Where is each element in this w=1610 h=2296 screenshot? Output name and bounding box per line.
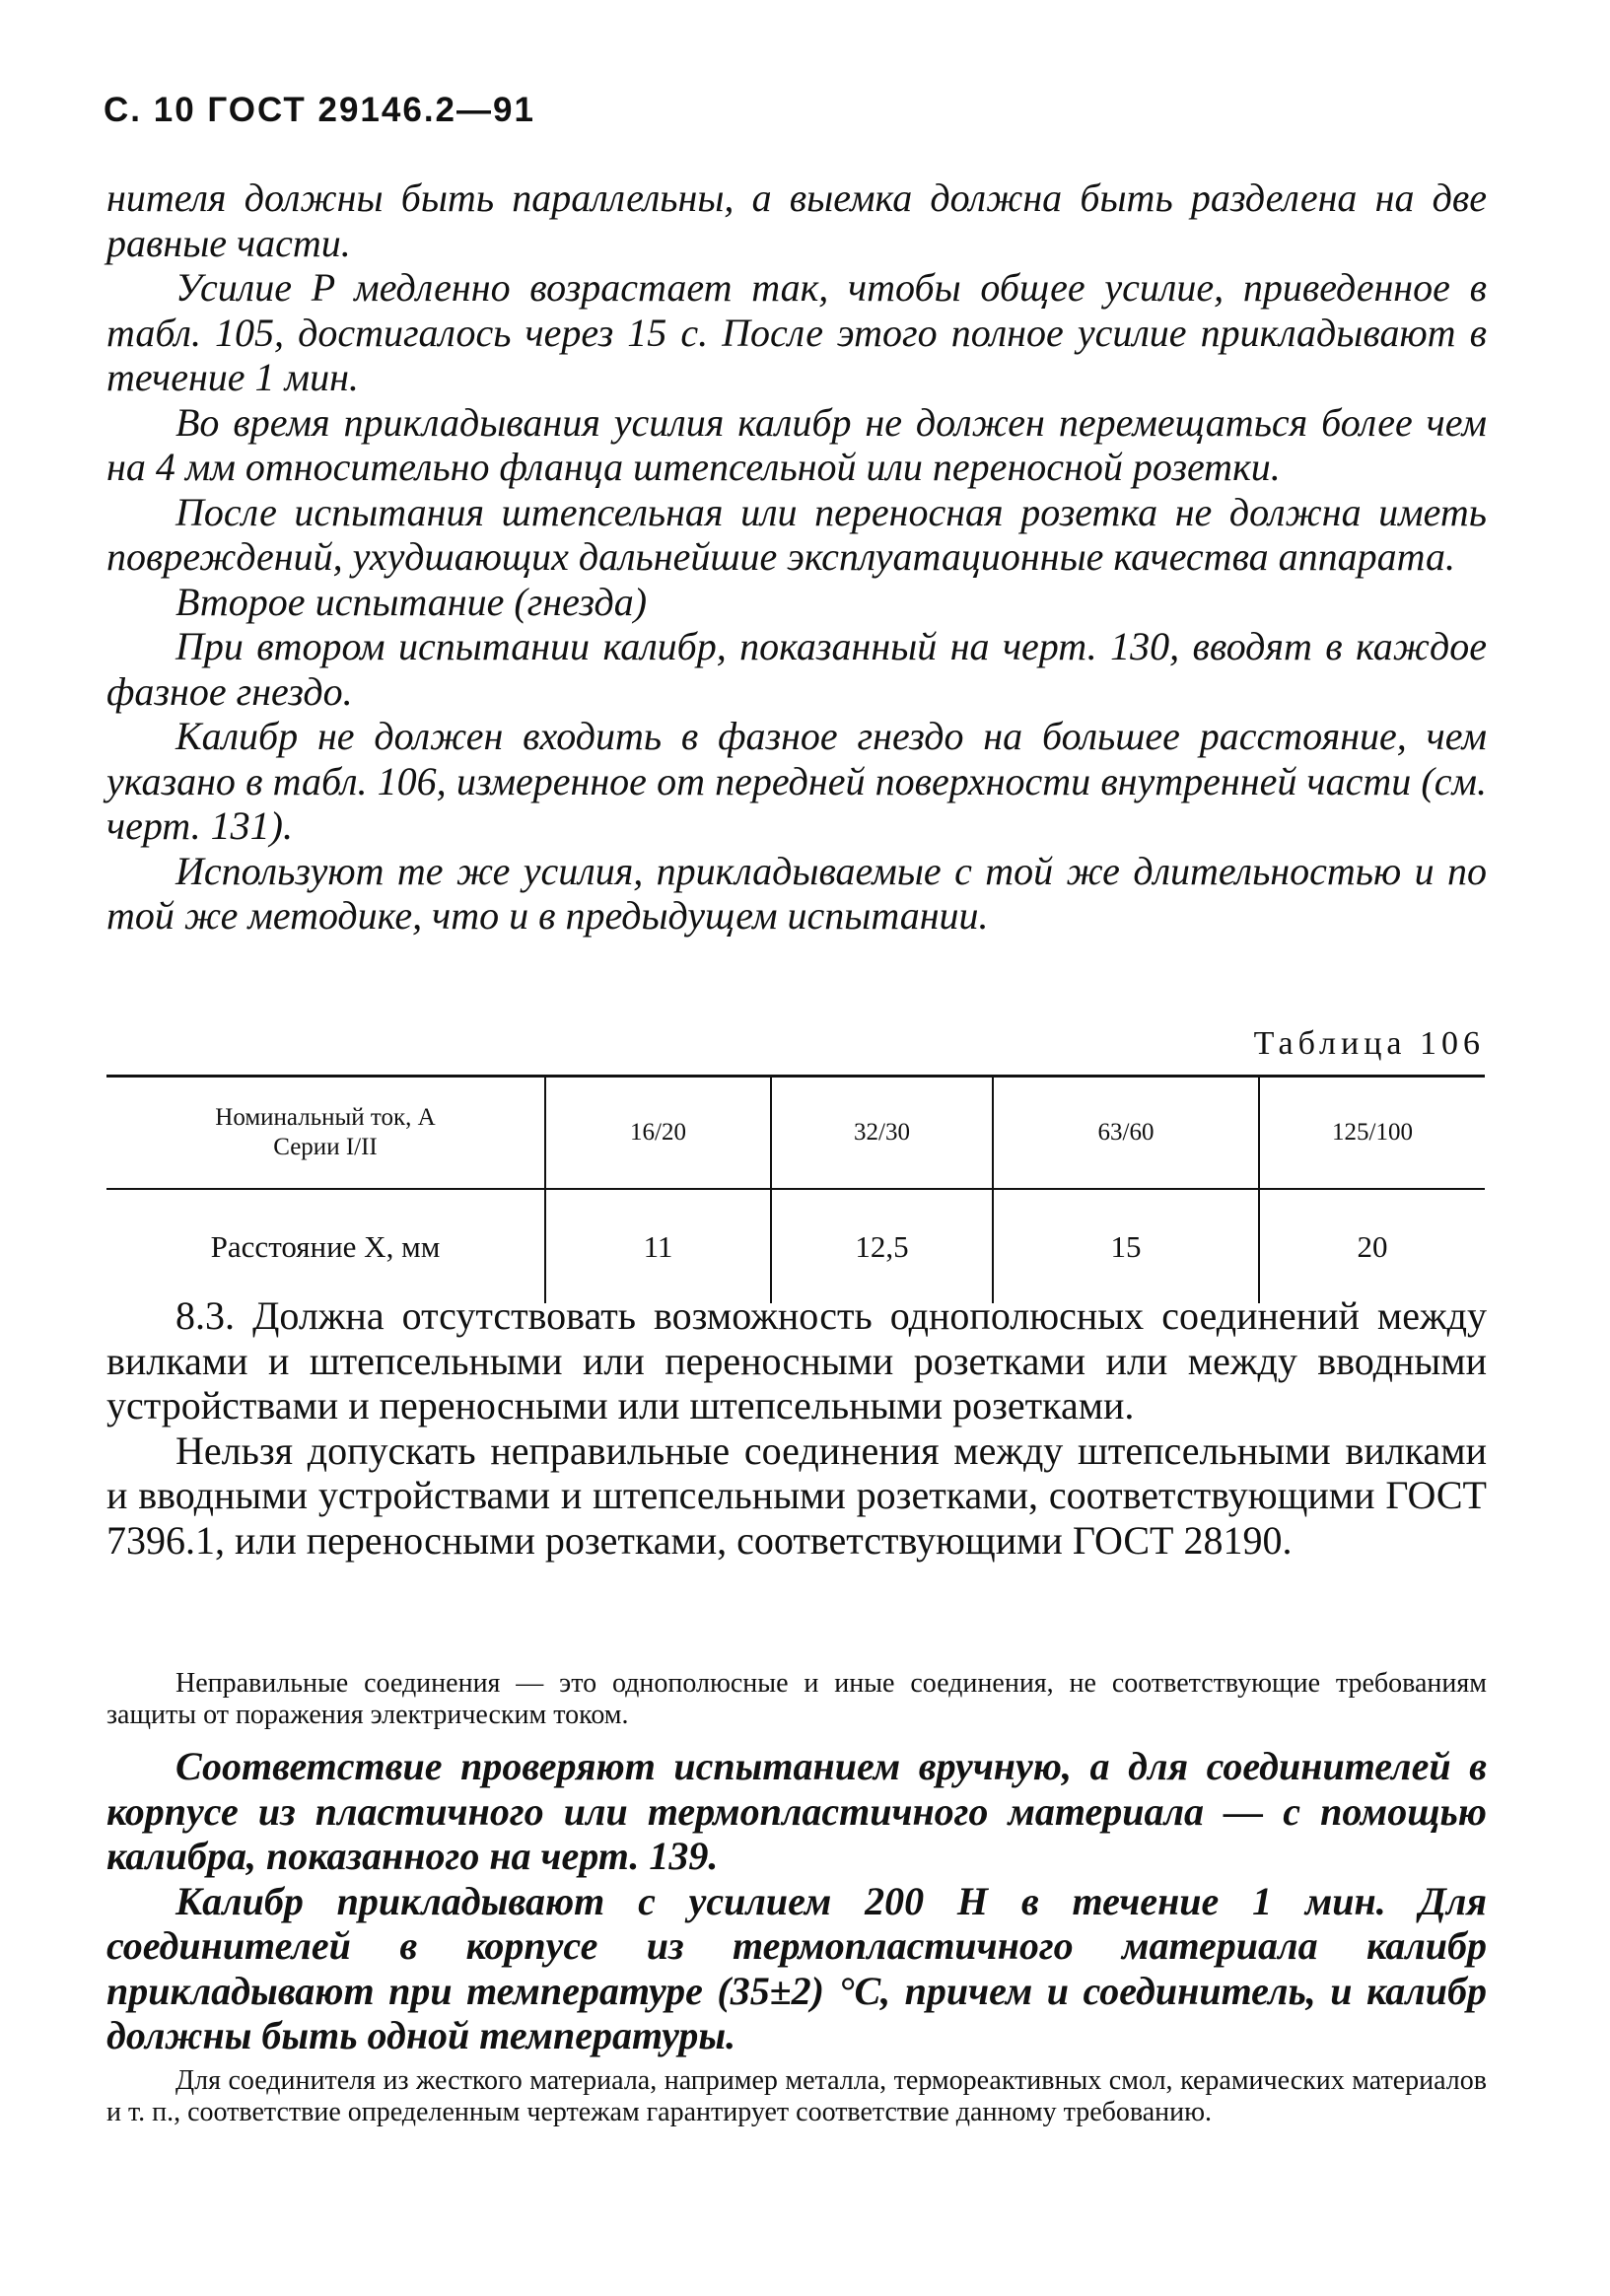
note-text: Для соединителя из жесткого материала, например металла, термореактивных смол, керамических материалов и т. п., соответствие определенным чертежам гарантирует соответствие данному требованию.	[106, 2065, 1487, 2127]
table-cell: 12,5	[771, 1189, 993, 1303]
paragraph-wrong-connections: Нельзя допускать неправильные соединения между штепсельными вилками и вводными устройствами и штепсельными розетками, соответствующими ГОСТ 7396.1, или переносными розетками, соответствующими ГОСТ 28190.	[106, 1427, 1487, 1563]
paragraph-same-forces: Используют те же усилия, прикладываемые с той же длительностью и по той же методике, что и в предыдущем испытании.	[106, 848, 1487, 938]
test-method-block	[106, 1744, 1487, 2058]
test-description-block	[106, 175, 1487, 939]
paragraph-gauge-depth: Калибр не должен входить в фазное гнездо на большее расстояние, чем указано в табл. 106, измеренное от передней поверхности внутренней части (см. черт. 131).	[106, 714, 1487, 848]
paragraph-manual-test: Соответствие проверяют испытанием вручную, а для соединителей в корпусе из пластичного или термопластичного материала — с помощью калибра, показанного на черт. 139.	[106, 1744, 1487, 1878]
section-8-3	[106, 1293, 1487, 1563]
paragraph-force-increase: Усилие P медленно возрастает так, чтобы общее усилие, приведенное в табл. 105, достигалось через 15 с. После этого полное усилие прикладывают в течение 1 мин.	[106, 265, 1487, 399]
paragraph-second-test: При втором испытании калибр, показанный на черт. 130, вводят в каждое фазное гнездо.	[106, 624, 1487, 714]
table-row	[106, 1189, 1485, 1303]
table-header-row	[106, 1077, 1485, 1190]
table-cell: 20	[1259, 1189, 1485, 1303]
page-header: С. 10 ГОСТ 29146.2—91	[104, 91, 535, 129]
table-106	[106, 1075, 1485, 1303]
column-header: 63/60	[993, 1077, 1259, 1190]
header-label-cell	[106, 1077, 545, 1190]
header-label-line2: Серии I/II	[273, 1134, 378, 1160]
paragraph-displacement: Во время прикладывания усилия калибр не должен перемещаться более чем на 4 мм относительно фланца штепсельной или переносной розетки.	[106, 399, 1487, 489]
table-caption: Таблица 106	[1253, 1025, 1485, 1062]
note-wrong-connections	[106, 1668, 1487, 1731]
paragraph-continuation: нителя должны быть параллельны, а выемка должна быть разделена на две равные части.	[106, 175, 1487, 265]
column-header: 125/100	[1259, 1077, 1485, 1190]
note-rigid-material	[106, 2065, 1487, 2128]
table-cell: 11	[545, 1189, 771, 1303]
column-header: 16/20	[545, 1077, 771, 1190]
paragraph-gauge-force: Калибр прикладывают с усилием 200 Н в течение 1 мин. Для соединителей в корпусе из термопластичного материала калибр прикладывают при температуре (35±2) °С, причем и соединитель, и калибр должны быть одной температуры.	[106, 1878, 1487, 2057]
header-label-line1: Номинальный ток, А	[215, 1104, 436, 1131]
paragraph-8-3: 8.3. Должна отсутствовать возможность однополюсных соединений между вилками и штепсельными или переносными розетками или между вводными устройствами и переносными или штепсельными розетками.	[106, 1293, 1487, 1427]
table-cell: 15	[993, 1189, 1259, 1303]
paragraph-second-test-heading: Второе испытание (гнезда)	[175, 579, 648, 624]
paragraph-after-test: После испытания штепсельная или переносная розетка не должна иметь повреждений, ухудшающих дальнейшие эксплуатационные качества аппарата.	[106, 489, 1487, 579]
column-header: 32/30	[771, 1077, 993, 1190]
note-text: Неправильные соединения — это однополюсные и иные соединения, не соответствующие требованиям защиты от поражения электрическим током.	[106, 1668, 1487, 1730]
row-label-cell: Расстояние X, мм	[210, 1228, 441, 1264]
